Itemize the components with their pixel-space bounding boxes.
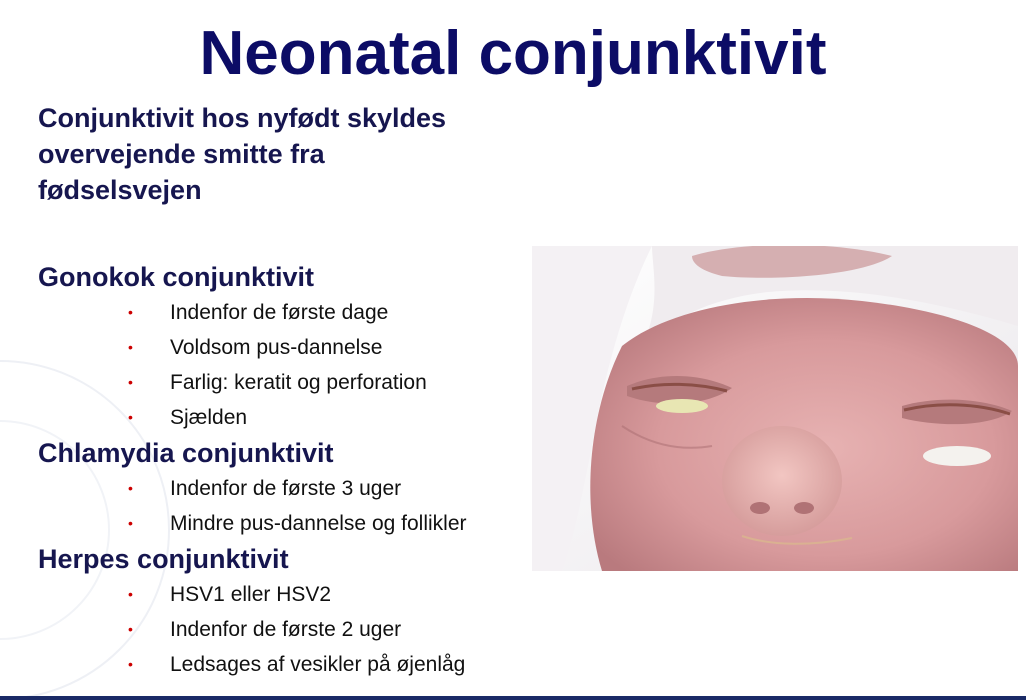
bullet-text: Voldsom pus-dannelse — [170, 336, 383, 359]
bullet-item — [38, 330, 558, 365]
bullet-list — [38, 471, 558, 541]
bullet-text: Indenfor de første 3 uger — [170, 477, 402, 500]
section-chlamydia — [38, 435, 558, 541]
bullet-item — [38, 577, 558, 612]
slide-title: Neonatal conjunktivit — [199, 19, 827, 88]
bullet-list — [38, 295, 558, 435]
bullet-text: Indenfor de første dage — [170, 301, 389, 324]
bottom-bar — [0, 696, 1026, 700]
sections — [38, 259, 558, 682]
intro-line: fødselsvejen — [38, 175, 202, 205]
bullet-item — [38, 612, 558, 647]
bullet-icon: • — [128, 339, 133, 355]
bullet-text: Ledsages af vesikler på øjenlåg — [170, 653, 466, 676]
intro-line: Conjunktivit hos nyfødt skyldes — [38, 103, 447, 133]
bullet-item — [38, 400, 558, 435]
section-heading: Chlamydia conjunktivit — [38, 438, 334, 468]
bullet-icon: • — [128, 409, 133, 425]
section-herpes — [38, 541, 558, 682]
bullet-item — [38, 471, 558, 506]
section-heading: Herpes conjunktivit — [38, 544, 289, 574]
bullet-item — [38, 647, 558, 682]
bullet-icon: • — [128, 374, 133, 390]
bullet-item — [38, 506, 558, 541]
bullet-text: Indenfor de første 2 uger — [170, 618, 402, 641]
intro-line: overvejende smitte fra — [38, 139, 325, 169]
bullet-icon: • — [128, 586, 133, 602]
section-gonokok — [38, 259, 558, 435]
bullet-text: Sjælden — [170, 406, 248, 429]
bullet-icon: • — [128, 304, 133, 320]
bullet-item — [38, 365, 558, 400]
section-heading: Gonokok conjunktivit — [38, 262, 315, 292]
bullet-item — [38, 295, 558, 330]
newborn-conjunctivitis-photo — [532, 246, 1018, 571]
bullet-text: HSV1 eller HSV2 — [170, 583, 332, 606]
newborn-photo-illustration — [532, 246, 1018, 571]
bullet-icon: • — [128, 621, 133, 637]
bullet-icon: • — [128, 515, 133, 531]
bullet-text: Mindre pus-dannelse og follikler — [170, 512, 467, 535]
bullet-icon: • — [128, 656, 133, 672]
intro-text — [38, 100, 538, 208]
bullet-list — [38, 577, 558, 682]
bullet-text: Farlig: keratit og perforation — [170, 371, 427, 394]
bullet-icon: • — [128, 480, 133, 496]
